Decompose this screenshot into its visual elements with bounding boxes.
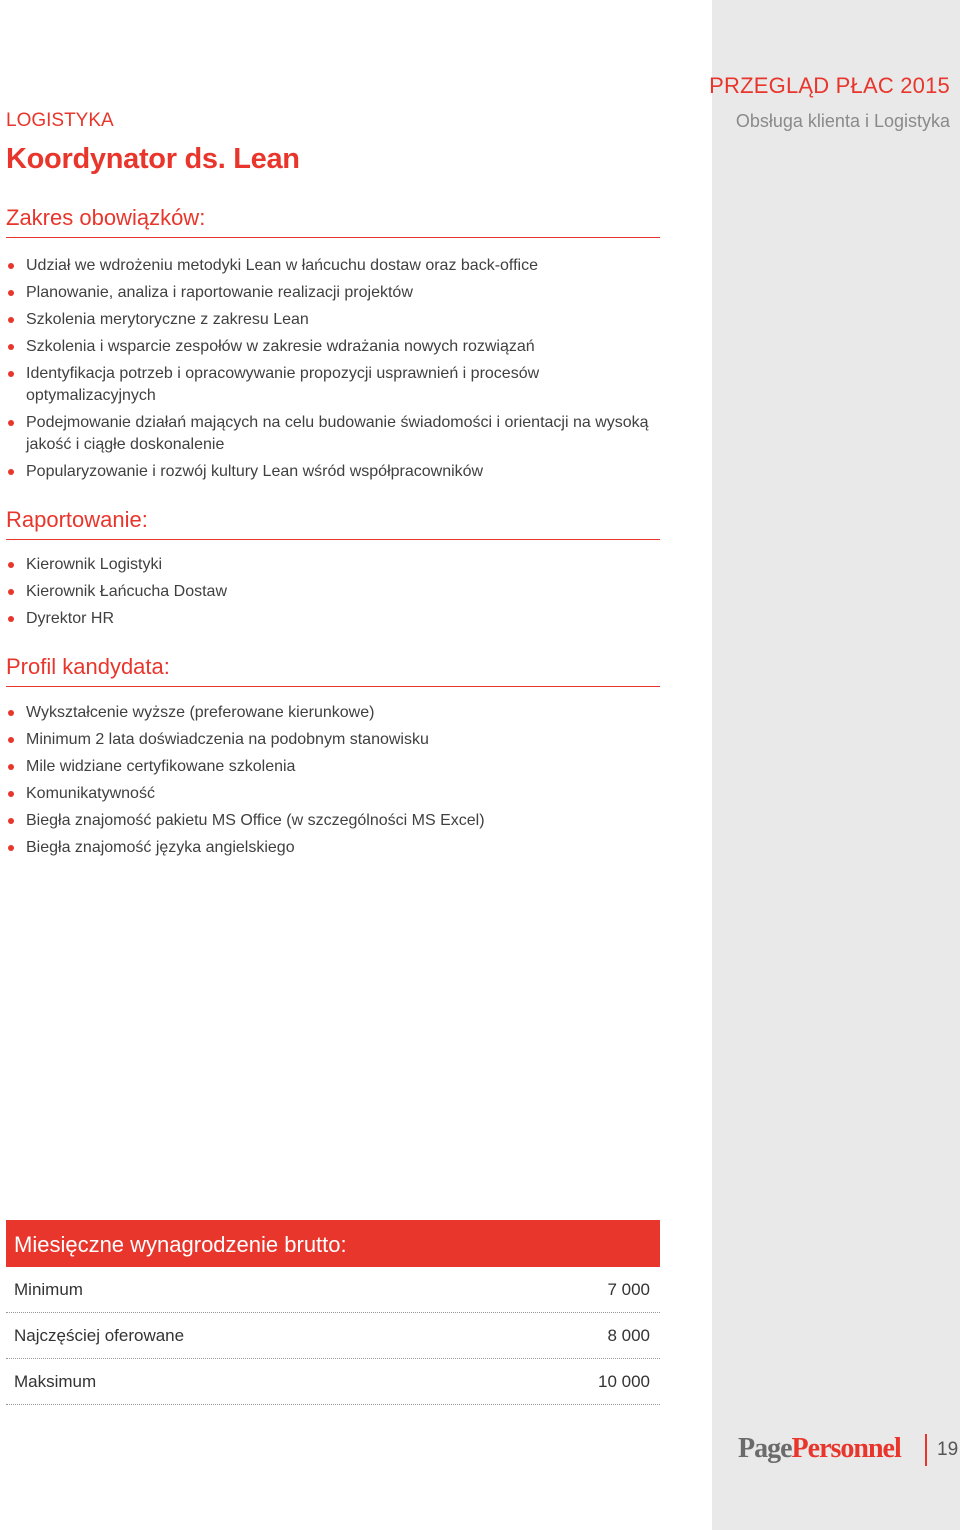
profile-heading: Profil kandydata: bbox=[6, 654, 660, 687]
scope-heading: Zakres obowiązków: bbox=[6, 205, 660, 238]
table-row bbox=[6, 1267, 660, 1313]
reporting-list bbox=[6, 554, 654, 630]
list-item: Planowanie, analiza i raportowanie realizacji projektów bbox=[6, 282, 654, 304]
profile-list bbox=[6, 702, 654, 859]
list-item: Udział we wdrożeniu metodyki Lean w łańcuchu dostaw oraz back-office bbox=[6, 255, 654, 277]
footer-divider bbox=[925, 1434, 927, 1466]
report-subtitle: Obsługa klienta i Logistyka bbox=[735, 111, 950, 131]
list-item: Kierownik Łańcucha Dostaw bbox=[6, 581, 654, 603]
reporting-heading: Raportowanie: bbox=[6, 507, 660, 540]
pagepersonnel-logo bbox=[738, 1433, 901, 1465]
list-item: Biegła znajomość języka angielskiego bbox=[6, 837, 654, 859]
salary-value: 10 000 bbox=[598, 1372, 650, 1391]
table-row bbox=[6, 1359, 660, 1405]
list-item: Biegła znajomość pakietu MS Office (w szczególności MS Excel) bbox=[6, 810, 654, 832]
salary-label: Minimum bbox=[14, 1280, 83, 1299]
list-item: Szkolenia merytoryczne z zakresu Lean bbox=[6, 309, 654, 331]
scope-list bbox=[6, 255, 654, 483]
right-sidebar-panel bbox=[712, 0, 960, 1530]
list-item: Identyfikacja potrzeb i opracowywanie propozycji usprawnień i procesów optymalizacyjnych bbox=[6, 363, 654, 407]
list-item: Kierownik Logistyki bbox=[6, 554, 654, 576]
salary-heading: Miesięczne wynagrodzenie brutto: bbox=[6, 1220, 660, 1267]
list-item: Komunikatywność bbox=[6, 783, 654, 805]
salary-label: Najczęściej oferowane bbox=[14, 1326, 185, 1345]
page-number: 19 bbox=[937, 1439, 959, 1460]
logo-text-personnel: Personnel bbox=[791, 1433, 901, 1464]
salary-label: Maksimum bbox=[14, 1372, 97, 1391]
list-item: Podejmowanie działań mających na celu budowanie świadomości i orientacji na wysoką jakość i ciągłe doskonalenie bbox=[6, 412, 654, 456]
list-item: Minimum 2 lata doświadczenia na podobnym stanowisku bbox=[6, 729, 654, 751]
salary-value: 8 000 bbox=[607, 1326, 650, 1345]
category-label: LOGISTYKA bbox=[6, 110, 114, 131]
job-title: Koordynator ds. Lean bbox=[6, 143, 300, 175]
salary-table bbox=[6, 1267, 660, 1405]
list-item: Dyrektor HR bbox=[6, 608, 654, 630]
logo-text-page: Page bbox=[738, 1433, 792, 1464]
salary-value: 7 000 bbox=[607, 1280, 650, 1299]
list-item: Szkolenia i wsparcie zespołów w zakresie wdrażania nowych rozwiązań bbox=[6, 336, 654, 358]
report-title: PRZEGLĄD PŁAC 2015 bbox=[709, 73, 950, 98]
list-item: Wykształcenie wyższe (preferowane kierunkowe) bbox=[6, 702, 654, 724]
list-item: Popularyzowanie i rozwój kultury Lean wśród współpracowników bbox=[6, 461, 654, 483]
list-item: Mile widziane certyfikowane szkolenia bbox=[6, 756, 654, 778]
table-row bbox=[6, 1313, 660, 1359]
